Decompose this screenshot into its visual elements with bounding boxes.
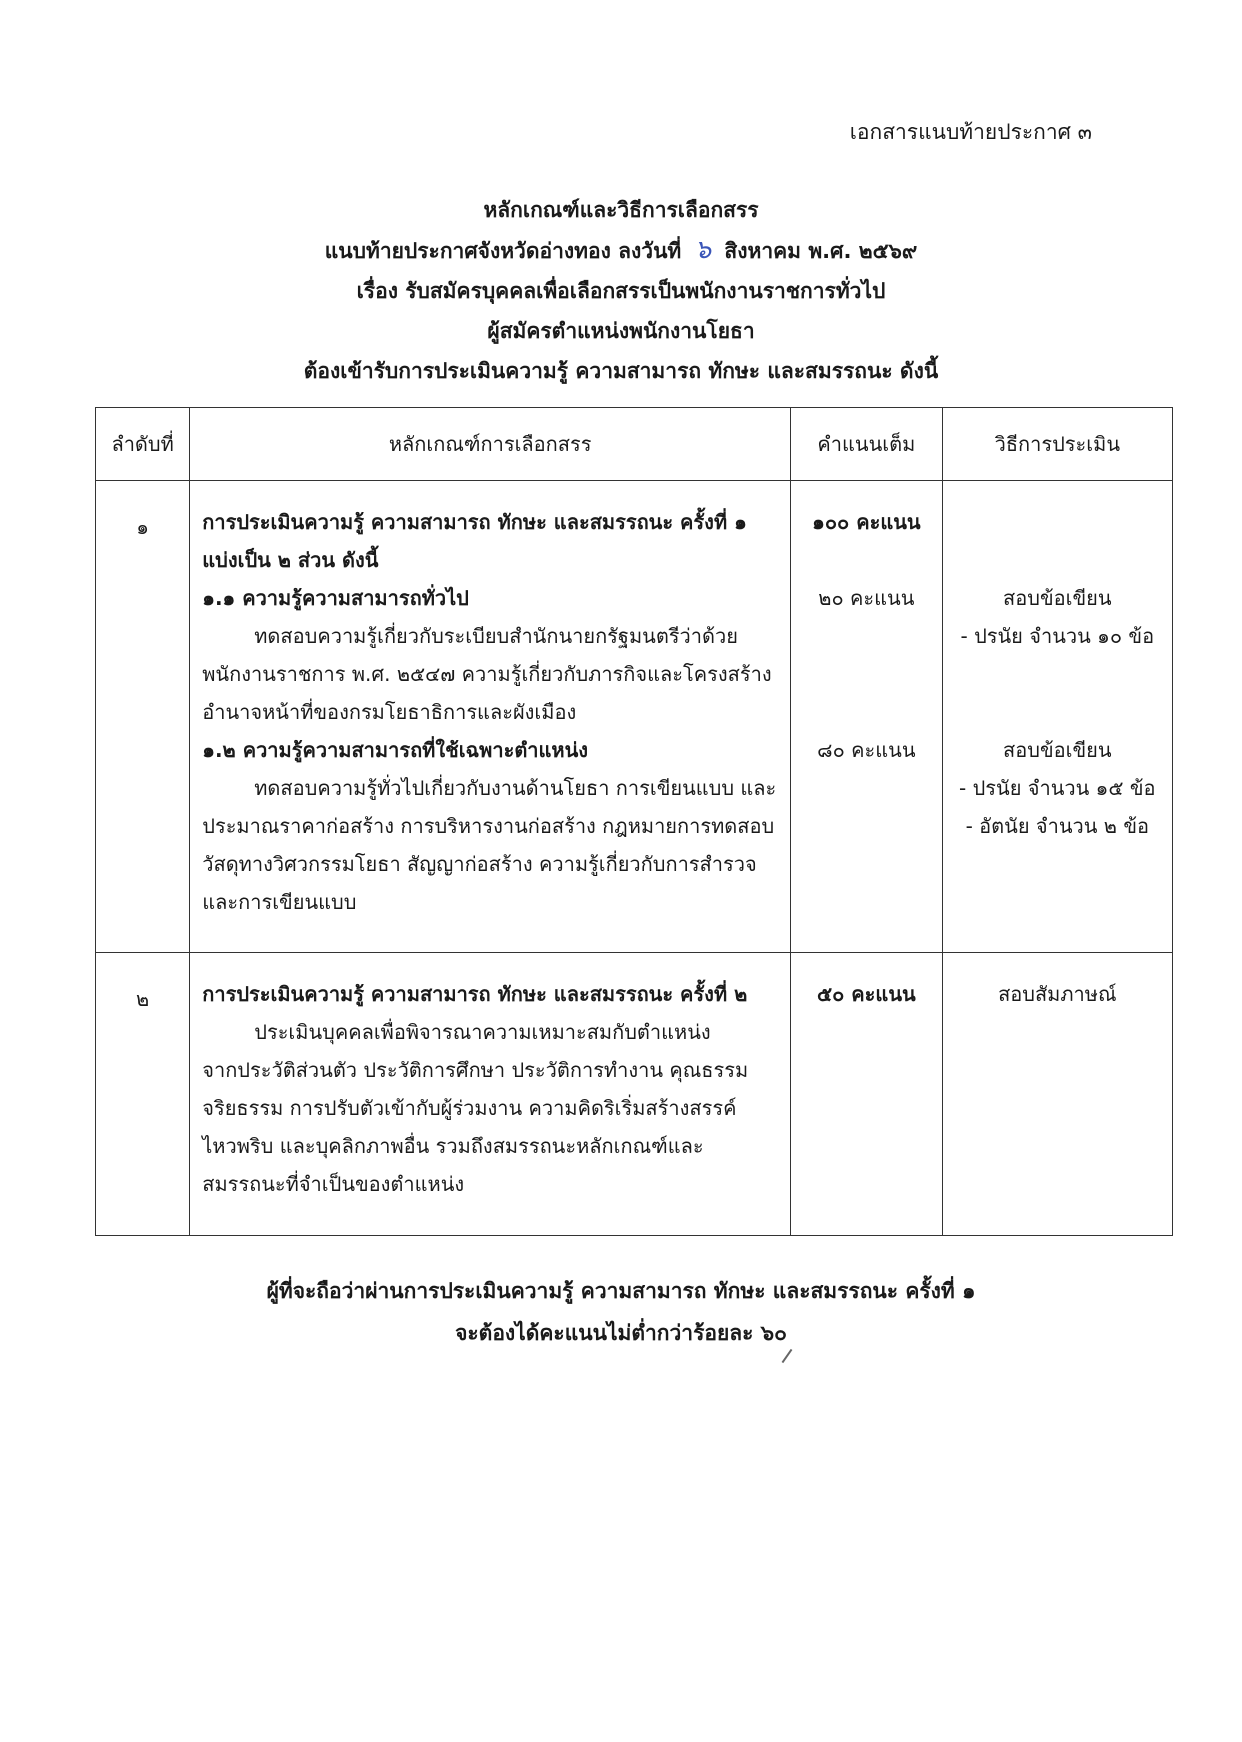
footer-note xyxy=(0,1270,1242,1354)
score-total: ๕๐ คะแนน xyxy=(817,982,916,1006)
footer-line-1: ผู้ที่จะถือว่าผ่านการประเมินความรู้ ความสามารถ ทักษะ และสมรรถนะ ครั้งที่ ๑ xyxy=(266,1279,976,1303)
header-no: ลำดับที่ xyxy=(96,408,190,481)
table-row xyxy=(96,953,1173,1236)
header-line-2 xyxy=(0,230,1242,271)
criteria-cell xyxy=(190,481,791,953)
method-text: สอบสัมภาษณ์ xyxy=(998,982,1117,1006)
part-text: ทดสอบความรู้ทั่วไปเกี่ยวกับงานด้านโยธา การเขียนแบบ และ xyxy=(254,776,777,800)
header-criteria: หลักเกณฑ์การเลือกสรร xyxy=(190,408,791,481)
method-text: - อัตนัย จำนวน ๒ ข้อ xyxy=(965,814,1150,838)
table-row xyxy=(96,481,1173,953)
part-text: และการเขียนแบบ xyxy=(202,890,357,914)
header-score: คำแนนเต็ม xyxy=(791,408,943,481)
criteria-title: การประเมินความรู้ ความสามารถ ทักษะ และสมรรถนะ ครั้งที่ ๑ xyxy=(202,510,747,534)
part-text: พนักงานราชการ พ.ศ. ๒๕๔๗ ความรู้เกี่ยวกับภารกิจและโครงสร้าง xyxy=(202,662,772,686)
document-header xyxy=(0,190,1242,391)
header-line-2-suffix: สิงหาคม พ.ศ. ๒๕๖๙ xyxy=(724,239,918,263)
method-text: สอบข้อเขียน xyxy=(1003,586,1112,610)
header-line-5: ต้องเข้ารับการประเมินความรู้ ความสามารถ ทักษะ และสมรรถนะ ดังนี้ xyxy=(303,359,939,383)
part-text: อำนาจหน้าที่ของกรมโยธาธิการและผังเมือง xyxy=(202,700,577,724)
header-method: วิธีการประเมิน xyxy=(942,408,1172,481)
score-part-1: ๒๐ คะแนน xyxy=(818,586,915,610)
part-text: สมรรถนะที่จำเป็นของตำแหน่ง xyxy=(202,1172,465,1196)
footer-line-2: จะต้องได้คะแนนไม่ต่ำกว่าร้อยละ ๖๐ xyxy=(455,1321,787,1345)
part-text: จากประวัติส่วนตัว ประวัติการศึกษา ประวัติการทำงาน คุณธรรม xyxy=(202,1058,749,1082)
criteria-subtitle: แบ่งเป็น ๒ ส่วน ดังนี้ xyxy=(202,548,379,572)
part-text: ทดสอบความรู้เกี่ยวกับระเบียบสำนักนายกรัฐมนตรีว่าด้วย xyxy=(254,624,738,648)
score-total: ๑๐๐ คะแนน xyxy=(812,510,921,534)
part-text: จริยธรรม การปรับตัวเข้ากับผู้ร่วมงาน ความคิดริเริ่มสร้างสรรค์ xyxy=(202,1096,737,1120)
method-cell xyxy=(942,953,1172,1236)
header-line-2-prefix: แนบท้ายประกาศจังหวัดอ่างทอง ลงวันที่ xyxy=(324,239,682,263)
document-reference: เอกสารแนบท้ายประกาศ ๓ xyxy=(849,120,1092,144)
part-text: ไหวพริบ และบุคลิกภาพอื่น รวมถึงสมรรถนะหลักเกณฑ์และ xyxy=(202,1134,704,1158)
method-cell xyxy=(942,481,1172,953)
criteria-cell xyxy=(190,953,791,1236)
part-text: ประเมินบุคคลเพื่อพิจารณาความเหมาะสมกับตำแหน่ง xyxy=(254,1020,711,1044)
row-number: ๑ xyxy=(96,481,190,953)
part-heading: ๑.๑ ความรู้ความสามารถทั่วไป xyxy=(202,586,469,610)
method-text: - ปรนัย จำนวน ๑๐ ข้อ xyxy=(960,624,1155,648)
criteria-title: การประเมินความรู้ ความสามารถ ทักษะ และสมรรถนะ ครั้งที่ ๒ xyxy=(202,982,748,1006)
table-header-row xyxy=(96,408,1173,481)
score-part-2: ๘๐ คะแนน xyxy=(817,738,916,762)
method-text: สอบข้อเขียน xyxy=(1003,738,1112,762)
part-text: ประมาณราคาก่อสร้าง การบริหารงานก่อสร้าง กฎหมายการทดสอบ xyxy=(202,814,775,838)
part-heading: ๑.๒ ความรู้ความสามารถที่ใช้เฉพาะตำแหน่ง xyxy=(202,738,589,762)
handwritten-day: ๖ xyxy=(694,235,712,265)
header-line-1: หลักเกณฑ์และวิธีการเลือกสรร xyxy=(483,198,759,222)
row-number: ๒ xyxy=(96,953,190,1236)
score-cell xyxy=(791,481,943,953)
header-line-3: เรื่อง รับสมัครบุคคลเพื่อเลือกสรรเป็นพนักงานราชการทั่วไป xyxy=(356,279,886,303)
score-cell xyxy=(791,953,943,1236)
part-text: วัสดุทางวิศวกรรมโยธา สัญญาก่อสร้าง ความรู้เกี่ยวกับการสำรวจ xyxy=(202,852,757,876)
header-line-4: ผู้สมัครตำแหน่งพนักงานโยธา xyxy=(487,319,755,343)
method-text: - ปรนัย จำนวน ๑๕ ข้อ xyxy=(959,776,1156,800)
criteria-table xyxy=(95,407,1173,1236)
